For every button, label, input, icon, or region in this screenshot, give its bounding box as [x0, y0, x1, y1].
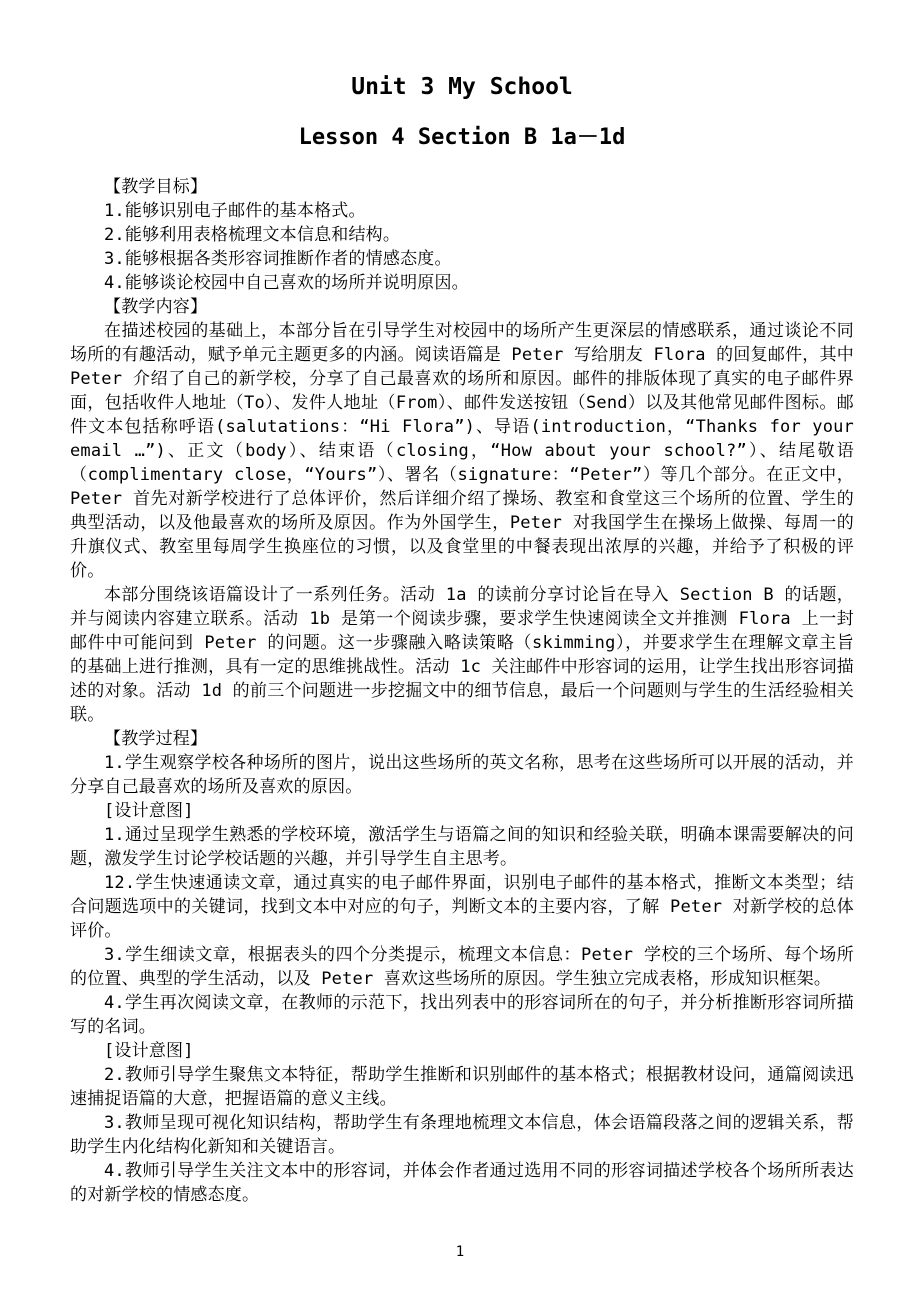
content-paragraph-2: 本部分围绕该语篇设计了一系列任务。活动 1a 的读前分享讨论旨在导入 Section B 的话题，并与阅读内容建立联系。活动 1b 是第一个阅读步骤，要求学生快速阅读全文并推测 Flora 上一封邮件中可能问到 Peter 的问题。这一步骤融入略读策略（skimming），并要求学生在理解文章主旨的基础上进行推测，具有一定的思维挑战性。活动 1c 关注邮件中形容词的运用，让学生找出形容词描述的对象。活动 1d 的前三个问题进一步挖掘文中的细节信息，最后一个问题则与学生的生活经验相关联。 [70, 585, 854, 725]
document-title: Unit 3 My School [351, 74, 573, 100]
objective-item-3: 3.能够根据各类形容词推断作者的情感态度。 [104, 249, 452, 269]
section-heading-process: 【教学过程】 [104, 729, 208, 749]
process-step-3: 3.学生细读文章，根据表头的四个分类提示，梳理文本信息：Peter 学校的三个场所、每个场所的位置、典型的学生活动，以及 Peter 喜欢这些场所的原因。学生独立完成表格，形成知识框架。 [70, 945, 854, 989]
document-subtitle: Lesson 4 Section B 1a－1d [298, 125, 626, 150]
objective-item-4: 4.能够谈论校园中自己喜欢的场所并说明原因。 [104, 273, 469, 293]
design-intent-item-2: 2.教师引导学生聚焦文本特征，帮助学生推断和识别邮件的基本格式；根据教材设问，通篇阅读迅速捕捉语篇的大意，把握语篇的意义主线。 [70, 1065, 854, 1109]
process-step-4: 4.学生再次阅读文章，在教师的示范下，找出列表中的形容词所在的句子，并分析推断形容词所描写的名词。 [70, 993, 854, 1037]
design-intent-item-3: 3.教师呈现可视化知识结构，帮助学生有条理地梳理文本信息，体会语篇段落之间的逻辑关系，帮助学生内化结构化新知和关键语言。 [70, 1113, 854, 1157]
design-intent-item-1: 1.通过呈现学生熟悉的学校环境，激活学生与语篇之间的知识和经验关联，明确本课需要解决的问题，激发学生讨论学校话题的兴趣，并引导学生自主思考。 [70, 825, 854, 869]
objective-item-1: 1.能够识别电子邮件的基本格式。 [104, 201, 366, 221]
design-intent-label-2: [设计意图] [104, 1041, 194, 1061]
design-intent-item-4: 4.教师引导学生关注文本中的形容词，并体会作者通过选用不同的形容词描述学校各个场所所表达的对新学校的情感态度。 [70, 1161, 854, 1205]
document-body [70, 175, 854, 1207]
page-number: 1 [455, 1244, 465, 1260]
process-step-1: 1.学生观察学校各种场所的图片，说出这些场所的英文名称，思考在这些场所可以开展的活动，并分享自己最喜欢的场所及喜欢的原因。 [70, 753, 854, 797]
section-heading-content: 【教学内容】 [104, 297, 208, 317]
section-heading-objectives: 【教学目标】 [104, 177, 208, 197]
process-step-2: 12.学生快速通读文章，通过真实的电子邮件界面，识别电子邮件的基本格式，推断文本类型；结合问题选项中的关键词，找到文本中对应的句子，判断文本的主要内容，了解 Peter 对新学校的总体评价。 [70, 873, 854, 941]
design-intent-label-1: [设计意图] [104, 801, 194, 821]
content-paragraph-1: 在描述校园的基础上，本部分旨在引导学生对校园中的场所产生更深层的情感联系，通过谈论不同场所的有趣活动，赋予单元主题更多的内涵。阅读语篇是 Peter 写给朋友 Flora 的回复邮件，其中 Peter 介绍了自己的新学校，分享了自己最喜欢的场所和原因。邮件的排版体现了真实的电子邮件界面，包括收件人地址（To）、发件人地址（From）、邮件发送按钮（Send）以及其他常见邮件图标。邮件文本包括称呼语(salutations：“Hi Flora”)、导语(introduction，“Thanks for your email …”)、正文（body）、结束语（closing，“How about your school?”）、结尾敬语（complimentary close，“Yours”）、署名（signature：“Peter”）等几个部分。在正文中，Peter 首先对新学校进行了总体评价，然后详细介绍了操场、教室和食堂这三个场所的位置、学生的典型活动，以及他最喜欢的场所及原因。作为外国学生，Peter 对我国学生在操场上做操、每周一的升旗仪式、教室里每周学生换座位的习惯，以及食堂里的中餐表现出浓厚的兴趣，并给予了积极的评价。 [70, 321, 854, 581]
objective-item-2: 2.能够利用表格梳理文本信息和结构。 [104, 225, 401, 245]
